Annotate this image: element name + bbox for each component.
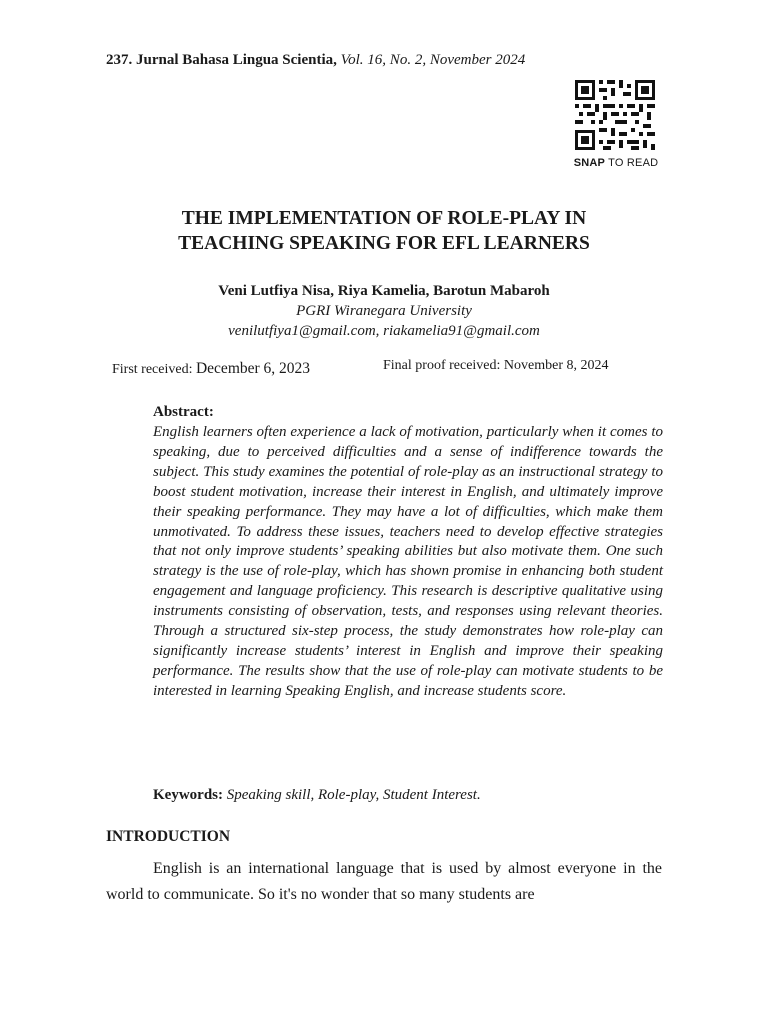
journal-volume: Vol. 16, No. 2, November 2024 (340, 52, 526, 68)
snap-bold: SNAP (573, 157, 606, 169)
authors: Veni Lutfiya Nisa, Riya Kamelia, Barotun Mabaroh (218, 283, 550, 299)
final-received-date: November 8, 2024 (503, 358, 609, 373)
abstract-text: English learners often experience a lack of motivation, particularly when it comes to speaking, due to perceived difficulties and a sense of indifference towards the subject. This study examines the potential of role-play as an instructional strategy to boost student motivation, increase their interest in English, and ultimately improve their speaking performance. They may have a lot of difficulties, which make them unmotivated. To address these issues, teachers need to develop effective strategies that not only improve students’ speaking abilities but also motivate them. One such strategy is the use of role-play, which has shown promise in enhancing both student engagement and language proficiency. This research is descriptive qualitative using instruments consisting of observation, tests, and responses using relevant theories. Through a structured six-step process, the study demonstrates how role-play can significantly increase students’ interest in English and improve their speaking performance. The results show that the use of role-play can motivate students to be interested in learning Speaking English, and increase students score. (153, 424, 663, 699)
introduction-heading: INTRODUCTION (106, 828, 231, 845)
title-line-1: THE IMPLEMENTATION OF ROLE-PLAY IN (181, 208, 587, 229)
paper-title (100, 206, 668, 256)
final-received-label: Final proof received: (383, 358, 501, 373)
running-header (106, 52, 525, 69)
affiliation: PGRI Wiranegara University (296, 303, 472, 319)
keywords (153, 787, 481, 804)
abstract-heading: Abstract: (153, 404, 214, 420)
snap-to-read-label (568, 157, 664, 169)
first-received (112, 360, 310, 378)
title-line-2: TEACHING SPEAKING FOR EFL LEARNERS (178, 233, 590, 254)
introduction-text: English is an international language that is used by almost everyone in the world to communicate. So it's no wonder that so many students are (106, 860, 662, 903)
snap-rest: TO READ (608, 157, 659, 169)
first-received-label: First received: (112, 362, 193, 377)
author-emails: venilutfiya1@gmail.com, riakamelia91@gmail.com (228, 323, 540, 339)
keywords-label: Keywords: (153, 787, 223, 803)
journal-name: 237. Jurnal Bahasa Lingua Scientia, (106, 52, 337, 68)
keywords-text: Speaking skill, Role-play, Student Interest. (226, 787, 481, 803)
final-proof-received (383, 358, 609, 374)
first-received-date: December 6, 2023 (195, 360, 311, 377)
qr-code-icon[interactable] (575, 80, 655, 150)
